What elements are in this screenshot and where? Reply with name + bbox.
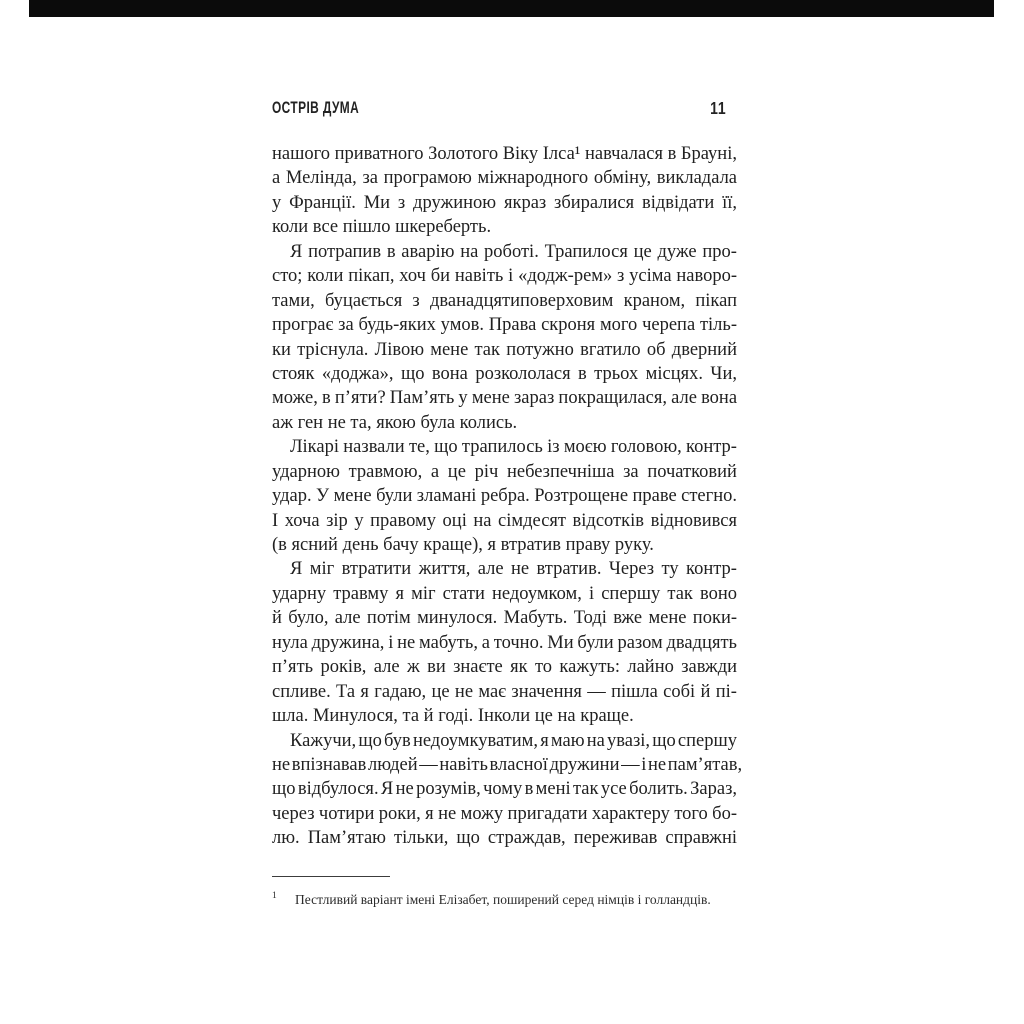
text-line: п’ять років, але ж ви знаєте як то кажуть: лайно завжди [272, 657, 738, 678]
text-line: ударною травмою, а це річ небезпечніша за початковий [272, 461, 737, 482]
text-line: (в ясний день бачу краще), я втратив праву руку. [272, 535, 654, 555]
text-line: може, в п’яти? Пам’ять у мене зараз покращилася, але вона [272, 388, 738, 409]
text-line: спливе. Та я гадаю, це не має значення — пішла собі й пі- [272, 681, 737, 702]
text-line: а Мелінда, за програмою міжнародного обміну, викладала [272, 168, 738, 189]
text-line: у Франції. Ми з дружиною якраз збиралися відвідати її, [272, 192, 738, 213]
text-line: програє за будь-яких умов. Права скроня мого черепа тіль- [272, 315, 737, 336]
text-line: І хоча зір у правому оці на сімдесят відсотків відновився [272, 510, 737, 531]
text-line: ударну травму я міг стати недоумком, і спершу так воно [272, 583, 738, 604]
text-line: стояк «доджа», що вона розкололася в трьох місцях. Чи, [272, 363, 737, 384]
footnote-text: Пестливий варіант імені Елізабет, поширений серед німців і голландців. [295, 892, 711, 907]
text-line: лю. Пам’ятаю тільки, що страждав, переживав справжні [272, 828, 737, 849]
text-line: нула дружина, і не мабуть, а точно. Ми були разом двадцять [272, 632, 737, 653]
text-line: нашого приватного Золотого Віку Ілса¹ навчалася в Брауні, [272, 144, 737, 164]
text-line: ки тріснула. Лівою мене так потужно вгатило об дверний [272, 339, 737, 360]
text-line: що відбулося. Я не розумів, чому в мені так усе болить. Зараз, [272, 779, 738, 800]
text-line: удар. У мене були зламані ребра. Розтрощене праве стегно. [272, 486, 738, 507]
body-text [272, 142, 743, 851]
footnote-rule [272, 876, 390, 877]
footnote-marker: 1 [272, 891, 277, 901]
text-line: Лікарі назвали те, що трапилось із моєю головою, контр- [290, 437, 737, 458]
text-line: Я потрапив в аварію на роботі. Трапилося це дуже про- [290, 241, 737, 262]
text-line: не впізнавав людей — навіть власної дружини — і не пам’ятав, [272, 754, 743, 775]
text-line: тами, буцається з дванадцятиповерховим краном, пікап [272, 290, 737, 311]
top-scan-bar [29, 0, 994, 17]
text-line: через чотири роки, я не можу пригадати характеру того бо- [272, 803, 738, 824]
text-line: Кажучи, що був недоумкуватим, я маю на увазі, що спершу [290, 730, 737, 751]
text-line: коли все пішло шкереберть. [272, 217, 492, 238]
page-header [272, 98, 737, 120]
page-number: 11 [709, 98, 726, 118]
running-title: ОСТРІВ ДУМА [272, 98, 360, 117]
text-line: й було, але потім минулося. Мабуть. Тоді вже мене поки- [272, 608, 738, 629]
footnote [272, 887, 737, 909]
text-line: Я міг втратити життя, але не втратив. Через ту контр- [290, 559, 737, 580]
text-line: шла. Минулося, та й годі. Інколи це на краще. [272, 706, 634, 727]
text-line: сто; коли пікап, хоч би навіть і «додж-рем» з усіма наворо- [272, 266, 737, 287]
text-line: аж ген не та, якою була колись. [272, 412, 518, 433]
